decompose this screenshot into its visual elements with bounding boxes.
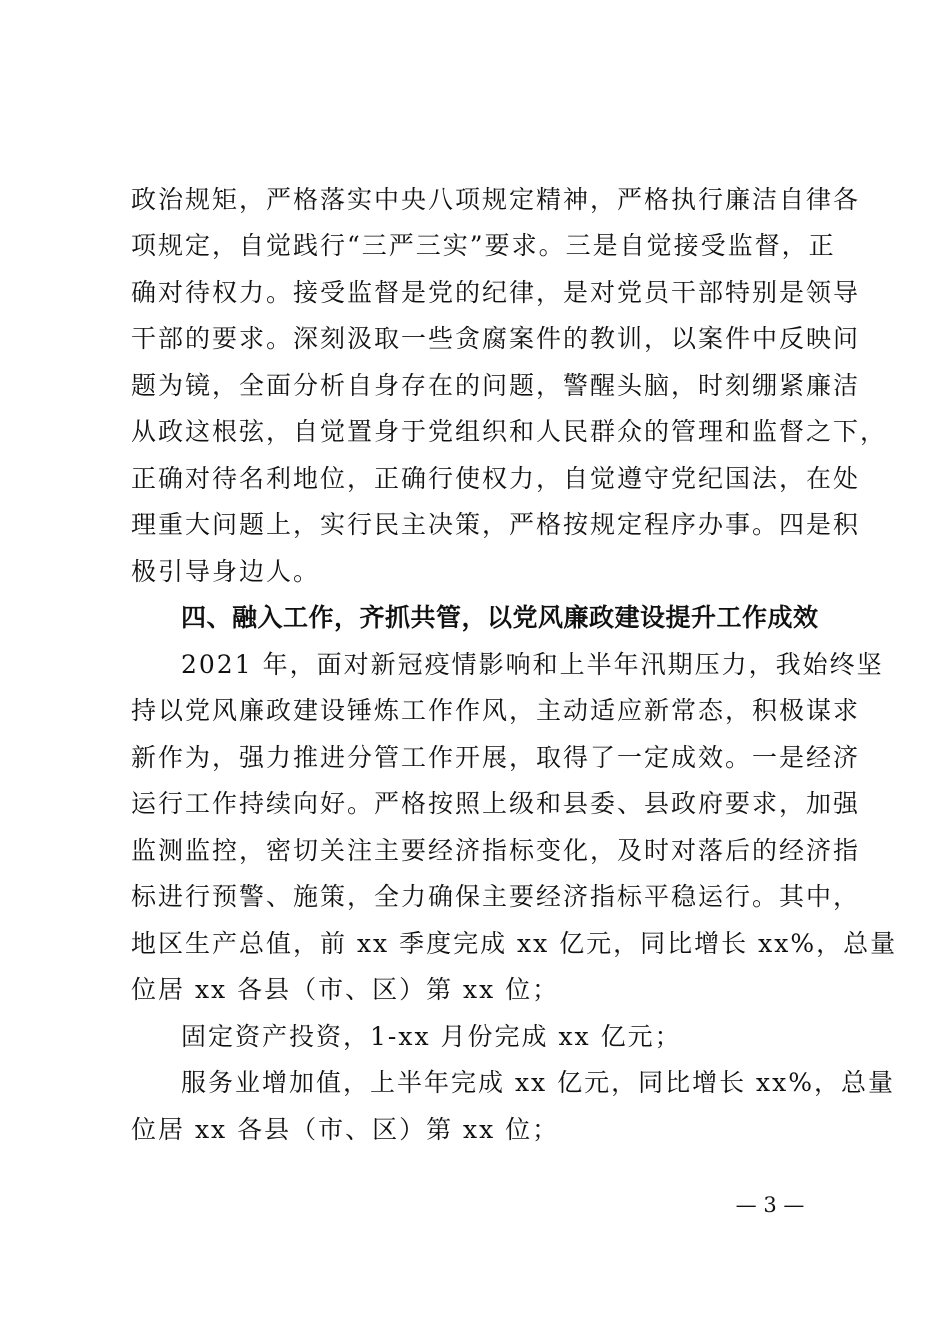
body-line-9: 极引导身边人。 [131,557,321,586]
page-number: — 3 — [735,1193,805,1217]
section-line-9: 固定资产投资，1-xx 月份完成 xx 亿元； [181,1022,682,1051]
body-line-8: 理重大问题上，实行民主决策，严格按规定程序办事。四是积 [131,510,861,539]
body-line-1: 政治规矩，严格落实中央八项规定精神，严格执行廉洁自律各 [131,185,861,214]
section-line-6: 标进行预警、施策，全力确保主要经济指标平稳运行。其中， [131,882,861,911]
body-line-6: 从政这根弦，自觉置身于党组织和人民群众的管理和监督之下， [131,417,888,446]
body-line-7: 正确对待名利地位，正确行使权力，自觉遵守党纪国法，在处 [131,464,861,493]
body-line-4: 干部的要求。深刻汲取一些贪腐案件的教训，以案件中反映问 [131,324,861,353]
body-line-5: 题为镜，全面分析自身存在的问题，警醒头脑，时刻绷紧廉洁 [131,371,861,400]
body-line-2: 项规定，自觉践行“三严三实”要求。三是自觉接受监督，正 [131,231,836,260]
section-line-11: 位居 xx 各县（市、区）第 xx 位； [131,1115,560,1144]
section-line-8: 位居 xx 各县（市、区）第 xx 位； [131,975,560,1004]
body-line-3: 确对待权力。接受监督是党的纪律，是对党员干部特别是领导 [131,278,861,307]
section-heading: 四、融入工作，齐抓共管，以党风廉政建设提升工作成效 [181,603,819,632]
section-line-7: 地区生产总值，前 xx 季度完成 xx 亿元，同比增长 xx%，总量 [131,929,898,958]
section-line-3: 新作为，强力推进分管工作开展，取得了一定成效。一是经济 [131,743,861,772]
section-line-5: 监测监控，密切关注主要经济指标变化，及时对落后的经济指 [131,836,861,865]
section-line-2: 持以党风廉政建设锤炼工作作风，主动适应新常态，积极谋求 [131,696,861,725]
section-line-1: 2021 年，面对新冠疫情影响和上半年汛期压力，我始终坚 [181,650,884,679]
section-line-10: 服务业增加值，上半年完成 xx 亿元，同比增长 xx%，总量 [181,1068,895,1097]
section-line-4: 运行工作持续向好。严格按照上级和县委、县政府要求，加强 [131,789,861,818]
